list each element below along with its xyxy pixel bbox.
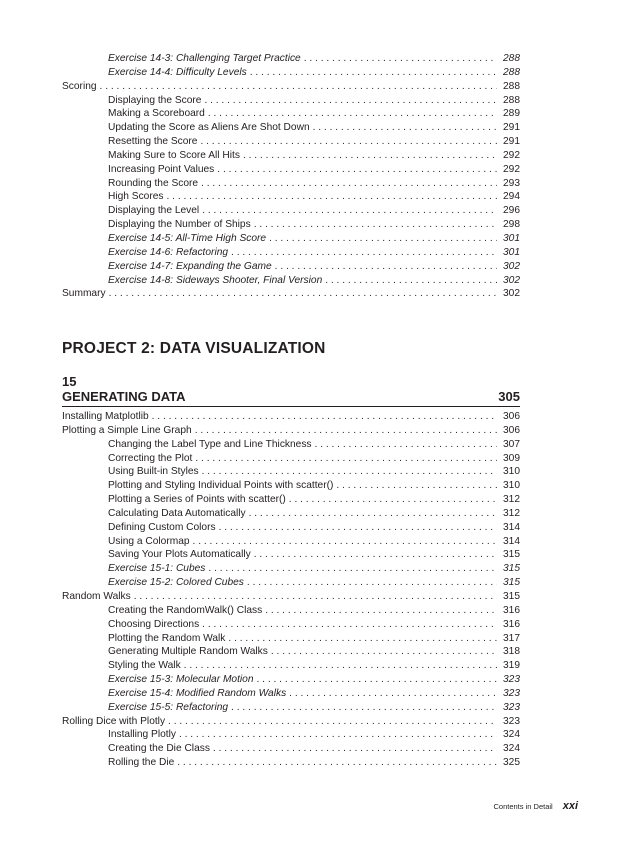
- toc-entry[interactable]: [62, 673, 520, 687]
- toc-entry-title: Plotting the Random Walk: [108, 632, 226, 644]
- toc-entry-title: Exercise 15-2: Colored Cubes: [108, 577, 244, 589]
- toc-dot-leader: [228, 632, 497, 646]
- toc-dot-leader: [217, 163, 497, 177]
- toc-entry-title: Generating Multiple Random Walks: [108, 646, 268, 658]
- toc-entry[interactable]: [62, 715, 520, 729]
- toc-entry[interactable]: [62, 701, 520, 715]
- toc-entry-page: 292: [503, 149, 520, 161]
- toc-dot-leader: [269, 232, 497, 246]
- toc-entry[interactable]: [62, 218, 520, 232]
- toc-entry[interactable]: [62, 80, 520, 94]
- toc-entry-page: 288: [503, 80, 520, 92]
- toc-dot-leader: [289, 687, 497, 701]
- toc-dot-leader: [179, 728, 497, 742]
- part-title: PROJECT 2: DATA VISUALIZATION: [62, 340, 326, 357]
- toc-section-top: [62, 52, 520, 301]
- toc-entry-page: 319: [503, 660, 520, 672]
- toc-entry-title: Making a Scoreboard: [108, 108, 205, 120]
- toc-dot-leader: [193, 535, 497, 549]
- toc-dot-leader: [254, 548, 497, 562]
- toc-entry-page: 314: [503, 521, 520, 533]
- toc-dot-leader: [184, 659, 497, 673]
- toc-dot-leader: [275, 260, 497, 274]
- toc-entry-title: Changing the Label Type and Line Thickness: [108, 438, 312, 450]
- toc-entry-title: Saving Your Plots Automatically: [108, 549, 251, 561]
- toc-dot-leader: [231, 701, 497, 715]
- toc-entry-title: Exercise 15-3: Molecular Motion: [108, 674, 254, 686]
- toc-entry-title: Rounding the Score: [108, 177, 199, 189]
- toc-dot-leader: [202, 465, 497, 479]
- toc-entry-title: Scoring: [62, 80, 97, 92]
- toc-dot-leader: [315, 438, 497, 452]
- toc-section-chapter: [62, 410, 520, 770]
- toc-entry[interactable]: [62, 52, 520, 66]
- toc-entry[interactable]: [62, 232, 520, 246]
- toc-entry-page: 325: [503, 757, 520, 769]
- toc-entry-page: 312: [503, 507, 520, 519]
- chapter-rule: [62, 406, 520, 407]
- toc-dot-leader: [168, 715, 497, 729]
- toc-dot-leader: [213, 742, 497, 756]
- toc-entry[interactable]: [62, 66, 520, 80]
- toc-entry[interactable]: [62, 274, 520, 288]
- toc-entry[interactable]: [62, 465, 520, 479]
- toc-entry[interactable]: [62, 535, 520, 549]
- toc-entry-page: 302: [503, 288, 520, 300]
- toc-entry[interactable]: [62, 521, 520, 535]
- toc-entry-title: Plotting and Styling Individual Points with scatter(): [108, 480, 334, 492]
- toc-entry[interactable]: [62, 590, 520, 604]
- toc-entry[interactable]: [62, 163, 520, 177]
- toc-entry-page: 292: [503, 163, 520, 175]
- toc-dot-leader: [195, 424, 497, 438]
- toc-entry-page: 315: [503, 590, 520, 602]
- toc-dot-leader: [249, 507, 497, 521]
- toc-entry-title: Exercise 14-5: All-Time High Score: [108, 232, 267, 244]
- toc-entry[interactable]: [62, 260, 520, 274]
- toc-dot-leader: [177, 756, 497, 770]
- toc-entry-page: 301: [503, 246, 520, 258]
- toc-entry[interactable]: [62, 659, 520, 673]
- toc-entry-title: Creating the RandomWalk() Class: [108, 604, 263, 616]
- toc-entry-title: Styling the Walk: [108, 660, 181, 672]
- toc-entry[interactable]: [62, 246, 520, 260]
- toc-entry-title: Calculating Data Automatically: [108, 507, 246, 519]
- toc-entry-page: 288: [503, 66, 520, 78]
- toc-dot-leader: [195, 452, 497, 466]
- toc-entry-title: Exercise 14-4: Difficulty Levels: [108, 66, 247, 78]
- toc-entry[interactable]: [62, 190, 520, 204]
- toc-entry-title: Plotting a Series of Points with scatter(): [108, 494, 286, 506]
- toc-entry[interactable]: [62, 576, 520, 590]
- toc-entry-title: Increasing Point Values: [108, 163, 215, 175]
- toc-entry-page: 310: [503, 466, 520, 478]
- toc-entry-title: Making Sure to Score All Hits: [108, 149, 240, 161]
- toc-dot-leader: [243, 149, 497, 163]
- toc-entry-page: 316: [503, 604, 520, 616]
- toc-entry-page: 306: [503, 424, 520, 436]
- toc-entry[interactable]: [62, 742, 520, 756]
- toc-entry-page: 288: [503, 53, 520, 64]
- toc-entry-title: Random Walks: [62, 590, 131, 602]
- toc-entry-page: 302: [503, 260, 520, 272]
- toc-entry-page: 315: [503, 563, 520, 575]
- chapter-number: 15: [62, 374, 77, 389]
- toc-entry[interactable]: [62, 645, 520, 659]
- toc-entry-title: Exercise 14-8: Sideways Shooter, Final Version: [108, 274, 323, 286]
- toc-entry-title: Exercise 15-4: Modified Random Walks: [108, 687, 287, 699]
- toc-entry-title: Defining Custom Colors: [108, 521, 216, 533]
- toc-dot-leader: [231, 246, 497, 260]
- toc-entry-page: 291: [503, 122, 520, 134]
- toc-entry-title: Plotting a Simple Line Graph: [62, 424, 192, 436]
- toc-entry-title: Rolling the Die: [108, 757, 175, 769]
- footer-label: Contents in Detail: [493, 802, 553, 811]
- toc-entry-page: 294: [503, 191, 520, 203]
- toc-entry-page: 307: [503, 438, 520, 450]
- toc-dot-leader: [219, 521, 497, 535]
- toc-entry-page: 306: [503, 411, 520, 422]
- toc-entry-page: 298: [503, 219, 520, 231]
- toc-entry[interactable]: [62, 507, 520, 521]
- toc-entry[interactable]: [62, 493, 520, 507]
- page-footer: [494, 800, 579, 812]
- toc-entry[interactable]: [62, 479, 520, 493]
- toc-entry-page: 324: [503, 729, 520, 741]
- toc-entry-title: Creating the Die Class: [108, 743, 210, 755]
- toc-entry-title: Resetting the Score: [108, 136, 198, 148]
- toc-entry[interactable]: [62, 424, 520, 438]
- chapter-title: GENERATING DATA: [62, 389, 186, 404]
- toc-entry-title: Displaying the Score: [108, 94, 202, 106]
- toc-dot-leader: [254, 218, 497, 232]
- toc-entry-page: 323: [503, 687, 520, 699]
- toc-entry[interactable]: [62, 562, 520, 576]
- toc-entry-page: 302: [503, 274, 520, 286]
- toc-entry[interactable]: [62, 121, 520, 135]
- toc-entry[interactable]: [62, 756, 520, 770]
- toc-entry-page: 324: [503, 743, 520, 755]
- toc-entry-title: Displaying the Level: [108, 205, 200, 217]
- toc-dot-leader: [265, 604, 497, 618]
- toc-dot-leader: [208, 562, 497, 576]
- footer-page-number: xxi: [562, 800, 578, 812]
- toc-entry[interactable]: [62, 177, 520, 191]
- toc-dot-leader: [313, 121, 497, 135]
- toc-entry-title: Updating the Score as Aliens Are Shot Down: [108, 122, 310, 134]
- toc-entry[interactable]: [62, 687, 520, 701]
- toc-dot-leader: [250, 66, 497, 80]
- toc-dot-leader: [200, 135, 497, 149]
- toc-entry-title: Correcting the Plot: [108, 452, 193, 464]
- toc-entry-page: 323: [503, 701, 520, 713]
- toc-entry-title: Exercise 14-7: Expanding the Game: [108, 260, 272, 272]
- toc-entry-title: Displaying the Number of Ships: [108, 219, 251, 231]
- toc-entry-page: 296: [503, 205, 520, 217]
- toc-dot-leader: [201, 177, 497, 191]
- toc-entry-title: Installing Plotly: [108, 729, 176, 741]
- toc-dot-leader: [257, 673, 497, 687]
- toc-entry[interactable]: [62, 618, 520, 632]
- toc-entry-page: 314: [503, 535, 520, 547]
- toc-entry[interactable]: [62, 149, 520, 163]
- toc-entry-page: 315: [503, 577, 520, 589]
- toc-dot-leader: [271, 645, 497, 659]
- toc-entry[interactable]: [62, 632, 520, 646]
- toc-entry[interactable]: [62, 94, 520, 108]
- toc-entry-title: Exercise 14-6: Refactoring: [108, 246, 229, 258]
- toc-dot-leader: [167, 190, 498, 204]
- toc-entry-page: 323: [503, 715, 520, 727]
- toc-entry[interactable]: [62, 728, 520, 742]
- toc-entry-title: Summary: [62, 288, 106, 300]
- toc-entry-title: Using Built-in Styles: [108, 466, 199, 478]
- toc-entry-title: Using a Colormap: [108, 535, 190, 547]
- toc-entry-page: 323: [503, 674, 520, 686]
- toc-dot-leader: [325, 274, 497, 288]
- toc-entry-page: 316: [503, 618, 520, 630]
- toc-entry-title: Exercise 14-3: Challenging Target Practice: [108, 53, 301, 64]
- toc-entry[interactable]: [62, 604, 520, 618]
- toc-entry-title: Rolling Dice with Plotly: [62, 715, 166, 727]
- toc-dot-leader: [152, 410, 497, 424]
- toc-dot-leader: [208, 107, 497, 121]
- toc-entry-page: 301: [503, 232, 520, 244]
- toc-entry[interactable]: [62, 438, 520, 452]
- toc-dot-leader: [100, 80, 497, 94]
- toc-entry-page: 309: [503, 452, 520, 464]
- toc-entry[interactable]: [62, 548, 520, 562]
- toc-dot-leader: [204, 94, 497, 108]
- toc-entry[interactable]: [62, 452, 520, 466]
- toc-dot-leader: [336, 479, 497, 493]
- toc-entry-page: 315: [503, 549, 520, 561]
- toc-dot-leader: [134, 590, 497, 604]
- toc-dot-leader: [202, 618, 497, 632]
- toc-entry-title: High Scores: [108, 191, 164, 203]
- toc-dot-leader: [247, 576, 497, 590]
- toc-entry[interactable]: [62, 135, 520, 149]
- toc-entry-page: 293: [503, 177, 520, 189]
- toc-dot-leader: [304, 52, 497, 66]
- toc-entry-page: 288: [503, 94, 520, 106]
- toc-entry-page: 317: [503, 632, 520, 644]
- toc-entry-title: Exercise 15-5: Refactoring: [108, 701, 229, 713]
- toc-entry-title: Exercise 15-1: Cubes: [108, 563, 206, 575]
- chapter-page: 305: [498, 389, 520, 404]
- chapter-heading: [62, 389, 520, 404]
- toc-entry-page: 289: [503, 108, 520, 120]
- toc-dot-leader: [202, 204, 497, 218]
- toc-entry[interactable]: [62, 107, 520, 121]
- toc-entry[interactable]: [62, 204, 520, 218]
- toc-entry[interactable]: [62, 287, 520, 301]
- toc-entry[interactable]: [62, 410, 520, 424]
- toc-dot-leader: [289, 493, 497, 507]
- toc-entry-title: Installing Matplotlib: [62, 411, 149, 422]
- toc-entry-page: 312: [503, 494, 520, 506]
- toc-entry-page: 310: [503, 480, 520, 492]
- toc-entry-page: 291: [503, 136, 520, 148]
- toc-dot-leader: [109, 287, 497, 301]
- toc-entry-title: Choosing Directions: [108, 618, 200, 630]
- toc-entry-page: 318: [503, 646, 520, 658]
